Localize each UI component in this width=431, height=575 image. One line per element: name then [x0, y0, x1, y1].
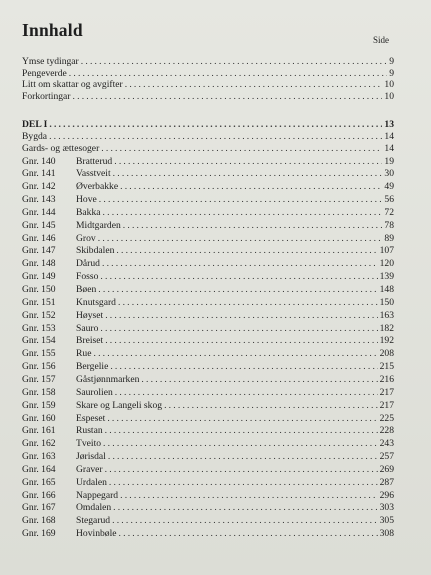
toc-entry [22, 438, 394, 450]
toc-entry [22, 361, 394, 373]
leader-dots [141, 374, 377, 386]
toc-entry [22, 119, 394, 131]
entry-label: Bergelie [76, 361, 109, 373]
entry-label: Pengeverde [22, 67, 67, 79]
toc-entry [22, 400, 394, 412]
toc-entry [22, 477, 394, 489]
leader-dots [118, 297, 378, 309]
entry-label: Espeset [76, 412, 106, 424]
toc-entry [22, 181, 394, 193]
entry-page-number: 139 [379, 271, 394, 283]
entry-label: Bakka [76, 206, 101, 218]
leader-dots [105, 425, 378, 437]
leader-dots [107, 413, 377, 425]
farm-number: Gnr. 160 [22, 412, 56, 424]
leader-dots [120, 181, 382, 193]
leader-dots [98, 233, 383, 245]
toc-entry [22, 515, 394, 527]
entry-label: Sauro [76, 322, 99, 334]
farm-number: Gnr. 167 [22, 502, 56, 514]
entry-page-number: 296 [379, 489, 394, 501]
entry-label: Vasstveit [76, 168, 111, 180]
leader-dots [102, 258, 378, 270]
toc-entry [22, 131, 394, 143]
entry-page-number: 10 [384, 90, 394, 102]
entry-label: Breiset [76, 335, 104, 347]
toc-entry [22, 194, 394, 206]
entry-page-number: 148 [379, 284, 394, 295]
entry-label: Jørisdal [76, 451, 106, 463]
toc-entry [22, 68, 394, 80]
farm-number: Gnr. 161 [22, 425, 56, 437]
entry-page-number: 89 [384, 232, 394, 244]
farm-number: Gnr. 163 [22, 451, 56, 463]
entry-label: Bygda [22, 131, 48, 142]
toc-entry [22, 233, 394, 245]
entry-label: Graver [76, 463, 103, 475]
toc-entry [22, 79, 394, 91]
entry-page-number: 19 [384, 155, 394, 167]
toc-entry [22, 323, 394, 335]
entry-label: Høyset [76, 309, 104, 321]
entry-page-number: 308 [379, 528, 394, 540]
toc-entry [22, 168, 394, 180]
farm-number: Gnr. 148 [22, 258, 56, 270]
entry-label: Bøen [76, 284, 97, 295]
entry-page-number: 9 [389, 56, 394, 67]
entry-label: Rustan [76, 425, 103, 437]
entry-label: Saurolien [76, 386, 113, 398]
farm-number: Gnr. 159 [22, 399, 56, 411]
entry-page-number: 13 [384, 119, 394, 130]
leader-dots [112, 515, 378, 527]
leader-dots [113, 502, 377, 514]
toc-entry [22, 425, 394, 437]
leader-dots [105, 464, 378, 476]
toc-entry [22, 374, 394, 386]
leader-dots [100, 323, 377, 335]
farm-number: Gnr. 145 [22, 219, 56, 231]
leader-dots [113, 168, 383, 180]
toc-entry [22, 335, 394, 347]
farm-number: Gnr. 164 [22, 463, 56, 475]
entry-label: Grov [76, 232, 96, 244]
entry-page-number: 228 [379, 425, 394, 437]
leader-dots [115, 387, 378, 399]
entry-page-number: 150 [379, 296, 394, 308]
entry-page-number: 14 [384, 143, 394, 154]
farm-number: Gnr. 169 [22, 528, 56, 540]
entry-label: Rue [76, 348, 92, 360]
toc-entry [22, 528, 394, 540]
leader-dots [105, 335, 377, 347]
entry-label: DEL I [22, 119, 48, 130]
toc-entry [22, 220, 394, 232]
toc-entry [22, 91, 394, 103]
entry-page-number: 217 [379, 386, 394, 398]
toc-entry [22, 387, 394, 399]
toc-entry [22, 297, 394, 309]
entry-page-number: 257 [379, 451, 394, 463]
farm-number: Gnr. 143 [22, 194, 56, 206]
entry-label: Midtgarden [76, 219, 121, 231]
farm-number: Gnr. 156 [22, 361, 56, 373]
entry-label: Stegarud [76, 515, 111, 527]
entry-label: Fosso [76, 271, 99, 283]
entry-page-number: 216 [379, 373, 394, 385]
entry-label: Bratterud [76, 155, 113, 167]
toc-entry [22, 413, 394, 425]
toc-entry [22, 348, 394, 360]
leader-dots [116, 245, 377, 257]
entry-page-number: 182 [379, 322, 394, 334]
farm-number: Gnr. 147 [22, 245, 56, 257]
entry-page-number: 72 [384, 206, 394, 218]
entry-page-number: 9 [389, 67, 394, 79]
leader-dots [103, 207, 383, 219]
leader-dots [98, 284, 377, 296]
farm-number: Gnr. 162 [22, 438, 56, 450]
toc-entry [22, 143, 394, 155]
toc-entry [22, 207, 394, 219]
farm-number: Gnr. 151 [22, 296, 56, 308]
toc-entry [22, 284, 394, 296]
toc-entry [22, 245, 394, 257]
leader-dots [81, 56, 387, 68]
entry-label: Gåstjønnmarken [76, 373, 140, 385]
toc-entry [22, 56, 394, 68]
entry-page-number: 30 [384, 168, 394, 180]
leader-dots [103, 438, 378, 450]
toc-entry [22, 502, 394, 514]
leader-dots [123, 220, 383, 232]
farm-number: Gnr. 154 [22, 335, 56, 347]
entry-page-number: 10 [384, 79, 394, 90]
entry-label: Dårud [76, 258, 100, 270]
entry-page-number: 208 [379, 348, 394, 360]
toc-entry [22, 464, 394, 476]
farm-number: Gnr. 158 [22, 386, 56, 398]
toc-entry [22, 258, 394, 270]
leader-dots [101, 143, 382, 155]
leader-dots [105, 310, 377, 322]
entry-label: Skare og Langeli skog [76, 399, 163, 411]
entry-label: Urdalen [76, 476, 107, 488]
entry-page-number: 107 [379, 245, 394, 257]
leader-dots [73, 91, 383, 103]
leader-dots [120, 490, 378, 502]
toc-entry [22, 156, 394, 168]
entry-page-number: 120 [379, 258, 394, 270]
entry-label: Hove [76, 194, 97, 206]
leader-dots [49, 119, 382, 131]
farm-number: Gnr. 157 [22, 373, 56, 385]
farm-number: Gnr. 153 [22, 322, 56, 334]
entry-label: Litt om skattar og avgifter [22, 79, 123, 90]
entry-label: Gards- og ættesoger [22, 143, 100, 154]
page-title: Innhald [22, 20, 83, 40]
leader-dots [164, 400, 378, 412]
farm-number: Gnr. 155 [22, 348, 56, 360]
leader-dots [119, 528, 378, 540]
entry-page-number: 56 [384, 194, 394, 206]
farm-number: Gnr. 152 [22, 309, 56, 321]
leader-dots [49, 131, 382, 143]
entry-page-number: 78 [384, 219, 394, 231]
entry-page-number: 225 [379, 412, 394, 424]
toc-entry [22, 310, 394, 322]
entry-label: Nappegard [76, 489, 119, 501]
farm-number: Gnr. 142 [22, 181, 56, 193]
entry-page-number: 192 [379, 335, 394, 347]
side-column-label: Side [373, 35, 390, 45]
farm-number: Gnr. 168 [22, 515, 56, 527]
entry-label: Øverbakke [76, 181, 119, 193]
leader-dots [93, 348, 377, 360]
entry-page-number: 217 [379, 399, 394, 411]
entry-label: Tveito [76, 438, 102, 450]
entry-page-number: 215 [379, 361, 394, 373]
farm-number: Gnr. 141 [22, 168, 56, 180]
farm-number: Gnr. 140 [22, 155, 56, 167]
leader-dots [69, 68, 387, 80]
entry-page-number: 269 [379, 463, 394, 475]
farm-number: Gnr. 166 [22, 489, 56, 501]
toc-entry [22, 451, 394, 463]
leader-dots [109, 477, 378, 489]
entry-page-number: 163 [379, 309, 394, 321]
entry-page-number: 49 [384, 181, 394, 193]
toc-entry [22, 271, 394, 283]
leader-dots [114, 156, 382, 168]
entry-label: Omdalen [76, 502, 112, 514]
entry-page-number: 305 [379, 515, 394, 527]
entry-label: Hovinbøle [76, 528, 117, 540]
farm-number: Gnr. 150 [22, 284, 56, 295]
leader-dots [100, 271, 377, 283]
farm-number: Gnr. 144 [22, 206, 56, 218]
entry-page-number: 243 [379, 438, 394, 450]
leader-dots [99, 194, 383, 206]
entry-label: Knutsgard [76, 296, 116, 308]
entry-page-number: 303 [379, 502, 394, 514]
leader-dots [110, 361, 377, 373]
entry-label: Skibdalen [76, 245, 115, 257]
entry-label: Ymse tydingar [22, 56, 79, 67]
farm-number: Gnr. 165 [22, 476, 56, 488]
farm-number: Gnr. 149 [22, 271, 56, 283]
leader-dots [125, 79, 383, 91]
entry-label: Forkortingar [22, 90, 71, 102]
toc-entry [22, 490, 394, 502]
farm-number: Gnr. 146 [22, 232, 56, 244]
entry-page-number: 14 [384, 131, 394, 142]
entry-page-number: 287 [379, 476, 394, 488]
leader-dots [108, 451, 378, 463]
